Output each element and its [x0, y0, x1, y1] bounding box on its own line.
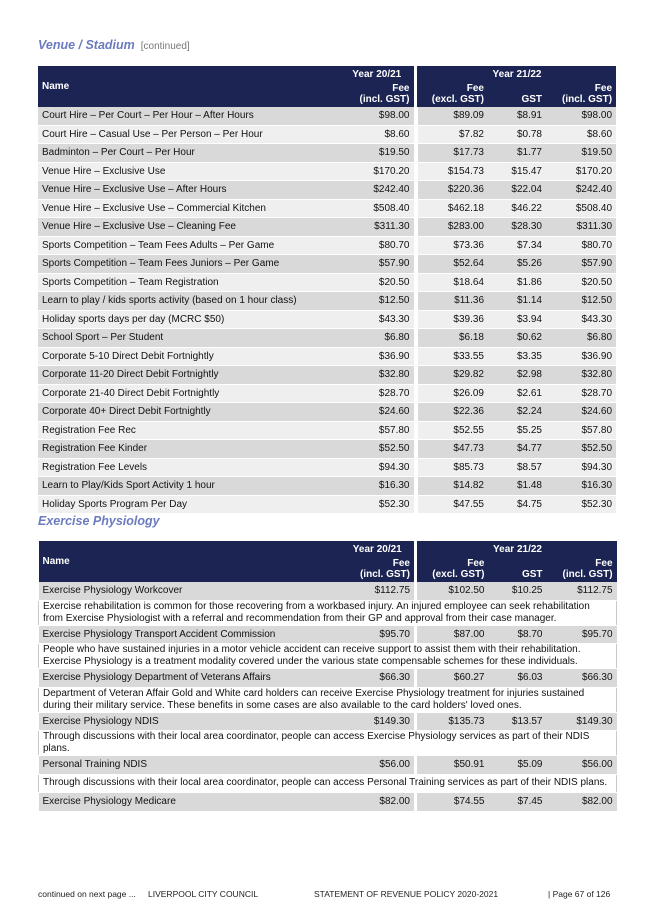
- fee-incl-2021-cell: $16.30: [340, 477, 415, 496]
- fee-excl-2122-cell: $283.00: [418, 218, 488, 237]
- table-row: [38, 236, 616, 255]
- gst-2122-cell: $13.57: [489, 712, 547, 731]
- col-fee-incl-2021: Fee (incl. GST): [341, 558, 416, 582]
- table-row: [38, 144, 616, 163]
- col-fee-incl-2021: Fee (incl. GST): [340, 83, 415, 107]
- gst-2122-cell: $5.25: [488, 421, 546, 440]
- fee-incl-2021-cell: $95.70: [341, 625, 416, 644]
- col-fee-excl-2122: Fee (excl. GST): [419, 558, 489, 582]
- table-row: [38, 440, 616, 459]
- gst-2122-cell: $1.48: [488, 477, 546, 496]
- fee-name-cell: Court Hire – Casual Use – Per Person – Per Hour: [38, 125, 340, 144]
- fee-excl-2122-cell: $11.36: [418, 292, 488, 311]
- col-name-header: Name: [39, 541, 341, 582]
- gst-2122-cell: $0.62: [488, 329, 546, 348]
- fee-incl-2021-cell: $24.60: [340, 403, 415, 422]
- footer-statement: STATEMENT OF REVENUE POLICY 2020-2021: [314, 889, 499, 899]
- fee-incl-2122-cell: $36.90: [546, 347, 616, 366]
- fee-excl-2122-cell: $60.27: [419, 669, 489, 688]
- fee-name-cell: Venue Hire – Exclusive Use – Cleaning Fee: [38, 218, 340, 237]
- fee-incl-2021-cell: $52.50: [340, 440, 415, 459]
- fee-excl-2122-cell: $220.36: [418, 181, 488, 200]
- fee-incl-2122-cell: $56.00: [547, 756, 617, 775]
- table-row: [38, 384, 616, 403]
- gst-2122-cell: $2.24: [488, 403, 546, 422]
- fee-name-cell: Corporate 40+ Direct Debit Fortnightly: [38, 403, 340, 422]
- fee-incl-2122-cell: $19.50: [546, 144, 616, 163]
- gst-2122-cell: $3.35: [488, 347, 546, 366]
- fee-excl-2122-cell: $102.50: [419, 582, 489, 600]
- fee-incl-2021-cell: $8.60: [340, 125, 415, 144]
- gst-2122-cell: $2.98: [488, 366, 546, 385]
- fee-incl-2021-cell: $508.40: [340, 199, 415, 218]
- gst-2122-cell: $3.94: [488, 310, 546, 329]
- fee-description: People who have sustained injuries in a motor vehicle accident can receive support to assist them with their rehabilitation. Exercise Physiology is a treatment modality covered under the various state compensable schemes for these individuals.: [39, 644, 617, 669]
- gst-2122-cell: $8.57: [488, 458, 546, 477]
- fee-incl-2122-cell: $82.00: [547, 793, 617, 812]
- fee-incl-2122-cell: $80.70: [546, 236, 616, 255]
- fee-name-cell: Exercise Physiology Transport Accident Commission: [39, 625, 341, 644]
- exercise-fee-table: [38, 541, 617, 812]
- fee-excl-2122-cell: $18.64: [418, 273, 488, 292]
- table-row: [38, 329, 616, 348]
- fee-incl-2122-cell: $57.80: [546, 421, 616, 440]
- table-row: [39, 669, 617, 688]
- footer-continued: continued on next page ...: [38, 889, 136, 899]
- fee-description: Through discussions with their local area coordinator, people can access Exercise Physiology services as part of their NDIS plans.: [39, 731, 617, 756]
- table-row: [39, 712, 617, 731]
- fee-incl-2122-cell: $112.75: [547, 582, 617, 600]
- table-row: [38, 495, 616, 514]
- footer-page-number: | Page 67 of 126: [548, 889, 611, 899]
- gst-2122-cell: $7.45: [489, 793, 547, 812]
- col-gst-2122: GST: [489, 558, 547, 582]
- fee-incl-2122-cell: $16.30: [546, 477, 616, 496]
- year-2021-header: Year 20/21: [341, 541, 416, 558]
- fee-incl-2122-cell: $94.30: [546, 458, 616, 477]
- fee-incl-2021-cell: $6.80: [340, 329, 415, 348]
- fee-name-cell: Holiday sports days per day (MCRC $50): [38, 310, 340, 329]
- fee-incl-2021-cell: $20.50: [340, 273, 415, 292]
- fee-incl-2021-cell: $28.70: [340, 384, 415, 403]
- section-title-exercise: Exercise Physiology: [38, 514, 160, 528]
- fee-incl-2021-cell: $311.30: [340, 218, 415, 237]
- table-row: [38, 107, 616, 125]
- fee-excl-2122-cell: $52.64: [418, 255, 488, 274]
- section-title-venue: [38, 38, 190, 52]
- fee-incl-2021-cell: $43.30: [340, 310, 415, 329]
- fee-incl-2021-cell: $12.50: [340, 292, 415, 311]
- year-2122-header: Year 21/22: [419, 541, 617, 558]
- fee-incl-2122-cell: $28.70: [546, 384, 616, 403]
- table-row: [38, 199, 616, 218]
- fee-incl-2021-cell: $170.20: [340, 162, 415, 181]
- fee-excl-2122-cell: $73.36: [418, 236, 488, 255]
- fee-description: Department of Veteran Affair Gold and White card holders can receive Exercise Physiology treatment for injuries sustained during their military service. These benefits in some cases are also available to the card holders' loved ones.: [39, 687, 617, 712]
- fee-name-cell: Corporate 5-10 Direct Debit Fortnightly: [38, 347, 340, 366]
- fee-incl-2122-cell: $12.50: [546, 292, 616, 311]
- table-row: [38, 310, 616, 329]
- fee-name-cell: Venue Hire – Exclusive Use – After Hours: [38, 181, 340, 200]
- fee-incl-2122-cell: $52.30: [546, 495, 616, 514]
- description-row: [39, 600, 617, 625]
- fee-incl-2021-cell: $66.30: [341, 669, 416, 688]
- section-title-text: Venue / Stadium: [38, 38, 135, 52]
- fee-incl-2122-cell: $242.40: [546, 181, 616, 200]
- fee-incl-2122-cell: $6.80: [546, 329, 616, 348]
- fee-excl-2122-cell: $47.55: [418, 495, 488, 514]
- table-row: [38, 403, 616, 422]
- fee-excl-2122-cell: $135.73: [419, 712, 489, 731]
- fee-incl-2021-cell: $57.80: [340, 421, 415, 440]
- fee-incl-2021-cell: $32.80: [340, 366, 415, 385]
- fee-excl-2122-cell: $50.91: [419, 756, 489, 775]
- gst-2122-cell: $6.03: [489, 669, 547, 688]
- fee-incl-2122-cell: $508.40: [546, 199, 616, 218]
- col-name-header: Name: [38, 66, 340, 107]
- fee-description: Exercise rehabilitation is common for those recovering from a workbased injury. An injured employee can seek rehabilitation from Exercise Physiologist with a referral and recommendation from their GP and approval from their case manager.: [39, 600, 617, 625]
- gst-2122-cell: $1.14: [488, 292, 546, 311]
- gst-2122-cell: $7.34: [488, 236, 546, 255]
- fee-incl-2021-cell: $94.30: [340, 458, 415, 477]
- fee-excl-2122-cell: $22.36: [418, 403, 488, 422]
- fee-excl-2122-cell: $89.09: [418, 107, 488, 125]
- fee-excl-2122-cell: $462.18: [418, 199, 488, 218]
- fee-name-cell: School Sport – Per Student: [38, 329, 340, 348]
- fee-incl-2122-cell: $311.30: [546, 218, 616, 237]
- gst-2122-cell: $4.75: [488, 495, 546, 514]
- fee-excl-2122-cell: $52.55: [418, 421, 488, 440]
- fee-incl-2021-cell: $98.00: [340, 107, 415, 125]
- col-gst-2122: GST: [488, 83, 546, 107]
- description-row: [39, 731, 617, 756]
- fee-incl-2021-cell: $80.70: [340, 236, 415, 255]
- fee-excl-2122-cell: $154.73: [418, 162, 488, 181]
- fee-excl-2122-cell: $17.73: [418, 144, 488, 163]
- table-row: [39, 582, 617, 600]
- fee-excl-2122-cell: $74.55: [419, 793, 489, 812]
- fee-incl-2021-cell: $82.00: [341, 793, 416, 812]
- fee-excl-2122-cell: $6.18: [418, 329, 488, 348]
- table-row: [38, 458, 616, 477]
- table-row: [38, 421, 616, 440]
- fee-name-cell: Court Hire – Per Court – Per Hour – After Hours: [38, 107, 340, 125]
- fee-incl-2122-cell: $20.50: [546, 273, 616, 292]
- fee-name-cell: Sports Competition – Team Fees Juniors – Per Game: [38, 255, 340, 274]
- fee-name-cell: Holiday Sports Program Per Day: [38, 495, 340, 514]
- gst-2122-cell: $8.91: [488, 107, 546, 125]
- fee-name-cell: Registration Fee Levels: [38, 458, 340, 477]
- table-row: [38, 162, 616, 181]
- table-row: [38, 347, 616, 366]
- fee-name-cell: Badminton – Per Court – Per Hour: [38, 144, 340, 163]
- fee-name-cell: Venue Hire – Exclusive Use – Commercial Kitchen: [38, 199, 340, 218]
- description-row: [39, 644, 617, 669]
- gst-2122-cell: $4.77: [488, 440, 546, 459]
- gst-2122-cell: $15.47: [488, 162, 546, 181]
- fee-excl-2122-cell: $29.82: [418, 366, 488, 385]
- fee-name-cell: Exercise Physiology Medicare: [39, 793, 341, 812]
- fee-excl-2122-cell: $85.73: [418, 458, 488, 477]
- fee-incl-2021-cell: $52.30: [340, 495, 415, 514]
- fee-name-cell: Sports Competition – Team Fees Adults – Per Game: [38, 236, 340, 255]
- gst-2122-cell: $10.25: [489, 582, 547, 600]
- fee-incl-2021-cell: $19.50: [340, 144, 415, 163]
- fee-incl-2021-cell: $56.00: [341, 756, 416, 775]
- gst-2122-cell: $28.30: [488, 218, 546, 237]
- table-row: [38, 273, 616, 292]
- table-row: [38, 477, 616, 496]
- table-row: [38, 125, 616, 144]
- table-row: [39, 756, 617, 775]
- fee-incl-2021-cell: $112.75: [341, 582, 416, 600]
- description-row: [39, 774, 617, 793]
- fee-excl-2122-cell: $14.82: [418, 477, 488, 496]
- fee-incl-2021-cell: $57.90: [340, 255, 415, 274]
- continued-label: [continued]: [140, 41, 190, 52]
- fee-name-cell: Exercise Physiology NDIS: [39, 712, 341, 731]
- fee-incl-2122-cell: $43.30: [546, 310, 616, 329]
- fee-name-cell: Corporate 11-20 Direct Debit Fortnightly: [38, 366, 340, 385]
- table-row: [38, 366, 616, 385]
- fee-incl-2122-cell: $66.30: [547, 669, 617, 688]
- year-2021-header: Year 20/21: [340, 66, 415, 83]
- fee-name-cell: Venue Hire – Exclusive Use: [38, 162, 340, 181]
- fee-incl-2122-cell: $8.60: [546, 125, 616, 144]
- fee-incl-2021-cell: $36.90: [340, 347, 415, 366]
- gst-2122-cell: $0.78: [488, 125, 546, 144]
- gst-2122-cell: $22.04: [488, 181, 546, 200]
- fee-name-cell: Exercise Physiology Department of Veterans Affairs: [39, 669, 341, 688]
- fee-name-cell: Exercise Physiology Workcover: [39, 582, 341, 600]
- gst-2122-cell: $5.09: [489, 756, 547, 775]
- fee-name-cell: Registration Fee Kinder: [38, 440, 340, 459]
- gst-2122-cell: $1.86: [488, 273, 546, 292]
- col-fee-incl-2122: Fee (incl. GST): [547, 558, 617, 582]
- fee-incl-2021-cell: $242.40: [340, 181, 415, 200]
- fee-incl-2122-cell: $149.30: [547, 712, 617, 731]
- fee-excl-2122-cell: $7.82: [418, 125, 488, 144]
- fee-excl-2122-cell: $26.09: [418, 384, 488, 403]
- fee-name-cell: Learn to play / kids sports activity (based on 1 hour class): [38, 292, 340, 311]
- footer-council: LIVERPOOL CITY COUNCIL: [148, 889, 259, 899]
- description-row: [39, 687, 617, 712]
- fee-excl-2122-cell: $87.00: [419, 625, 489, 644]
- fee-incl-2122-cell: $170.20: [546, 162, 616, 181]
- table-row: [38, 181, 616, 200]
- gst-2122-cell: $1.77: [488, 144, 546, 163]
- table-row: [38, 292, 616, 311]
- table-row: [38, 255, 616, 274]
- fee-incl-2021-cell: $149.30: [341, 712, 416, 731]
- fee-name-cell: Personal Training NDIS: [39, 756, 341, 775]
- fee-excl-2122-cell: $33.55: [418, 347, 488, 366]
- table-row: [38, 218, 616, 237]
- fee-incl-2122-cell: $24.60: [546, 403, 616, 422]
- gst-2122-cell: $8.70: [489, 625, 547, 644]
- fee-incl-2122-cell: $95.70: [547, 625, 617, 644]
- fee-name-cell: Corporate 21-40 Direct Debit Fortnightly: [38, 384, 340, 403]
- table-row: [39, 625, 617, 644]
- col-fee-incl-2122: Fee (incl. GST): [546, 83, 616, 107]
- gst-2122-cell: $2.61: [488, 384, 546, 403]
- fee-description: Through discussions with their local area coordinator, people can access Personal Training services as part of their NDIS plans.: [39, 774, 617, 793]
- fee-name-cell: Learn to Play/Kids Sport Activity 1 hour: [38, 477, 340, 496]
- fee-incl-2122-cell: $52.50: [546, 440, 616, 459]
- venue-fee-table: [38, 66, 616, 514]
- gst-2122-cell: $46.22: [488, 199, 546, 218]
- fee-incl-2122-cell: $57.90: [546, 255, 616, 274]
- col-fee-excl-2122: Fee (excl. GST): [418, 83, 488, 107]
- fee-name-cell: Sports Competition – Team Registration: [38, 273, 340, 292]
- fee-incl-2122-cell: $98.00: [546, 107, 616, 125]
- fee-name-cell: Registration Fee Rec: [38, 421, 340, 440]
- fee-excl-2122-cell: $47.73: [418, 440, 488, 459]
- gst-2122-cell: $5.26: [488, 255, 546, 274]
- year-2122-header: Year 21/22: [418, 66, 616, 83]
- table-row: [39, 793, 617, 812]
- fee-incl-2122-cell: $32.80: [546, 366, 616, 385]
- fee-excl-2122-cell: $39.36: [418, 310, 488, 329]
